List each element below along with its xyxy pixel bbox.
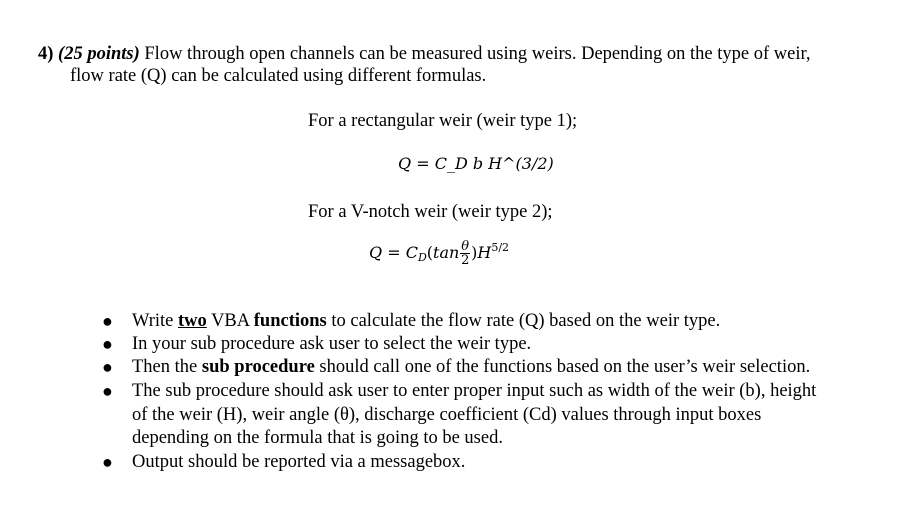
bullet-item: Write two VBA functions to calculate the flow rate (Q) based on the weir type. [132,311,721,331]
formula-1-label: For a rectangular weir (weir type 1); [308,111,578,131]
bullet-icon: ● [102,311,113,331]
question-points: (25 points) [58,44,140,64]
intro-text: Flow through open channels can be measured using weirs. Depending on the type of weir, [139,44,811,64]
bullet-item: Output should be reported via a messagebox. [132,452,466,472]
formula-2-equation: $Q = C_D(\tan$ $\frac{\theta}{2}$ )$H^{5/2}$ [369,239,510,268]
bullet-item-cont: depending on the formula that is going to be used. [132,428,503,448]
formula-2-label: For a V-notch weir (weir type 2); [308,202,553,222]
bullet-item: The sub procedure should ask user to enter proper input such as width of the weir (b), height [132,381,817,401]
bullet-item-cont: of the weir (H), weir angle (θ), discharge coefficient (Cd) values through input boxes [132,405,762,425]
question-line-1 [38,44,811,65]
bullet-icon: ● [102,334,113,354]
formula-1-equation: Q = C_D b H^(3/2) [398,154,554,173]
bullet-item: In your sub procedure ask user to select the weir type. [132,334,532,354]
bullet-icon: ● [102,381,113,401]
question-number: 4) [38,44,54,64]
question-line-2: flow rate (Q) can be calculated using different formulas. [70,66,487,86]
bullet-item: Then the sub procedure should call one of the functions based on the user’s weir selection. [132,357,811,377]
bullet-icon: ● [102,357,113,377]
bullet-icon: ● [102,452,113,472]
